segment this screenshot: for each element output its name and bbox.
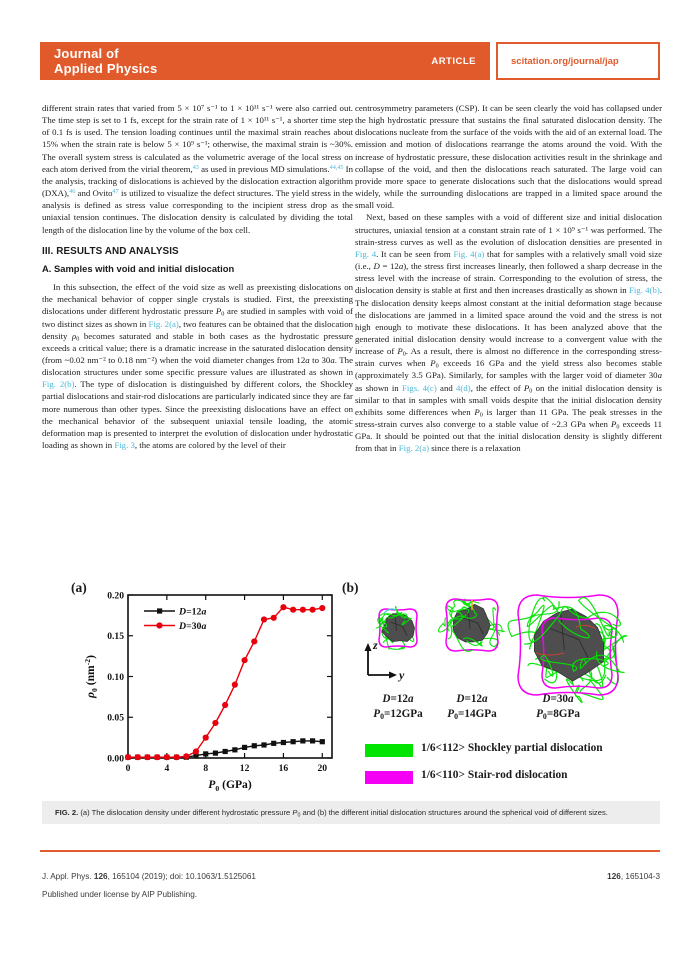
paragraph-results-left: In this subsection, the effect of the void size as well as preexisting dislocations on the mechanical behavior of copper single crystals is studied. First, the preexisting dislocations under different hydrostatic pressure P0 are studied in samples with void of two distinct sizes as shown in Fig. 2(a), two features can be obtained that the dislocation density ρ0 becomes saturated and stable in both cases as the hydrostatic pressure exceeds a critical value; there is a dramatic increase in the saturated dislocation density (from ~0.02 nm⁻² to 0.18 nm⁻²) when the void diameter changes from 12a to 30a. The dislocation structures under some specific pressure values are illustrated as shown in Fig. 2(b). The type of dislocation is distinguished by different colors, the Shockley partial dislocations and stair-rod dislocations are particularly indicated since they are far more numerous than other types. Since the preexisting dislocations have an effect on the mechanical behavior of the subsequent uniaxial tensile loading, the atomic deformation map is presented to interpret the evolution of dislocation under hydrostatic loading as shown in Fig. 3, the atoms are colored by the level of their xyxy=(42,282,354,451)
svg-text:D=12a: D=12a xyxy=(179,606,207,618)
ref-link[interactable]: Figs. 4(c) xyxy=(401,382,437,393)
svg-text:D=30a: D=30a xyxy=(179,621,207,633)
svg-text:20: 20 xyxy=(317,763,328,774)
svg-text:8: 8 xyxy=(203,763,209,774)
journal-title-line2: Applied Physics xyxy=(54,61,158,76)
svg-text:0.20: 0.20 xyxy=(107,590,124,602)
footer-page-number: 126, 165104-3 xyxy=(607,872,660,881)
footer-citation-row xyxy=(42,872,660,881)
paragraph-methods: different strain rates that varied from 5 × 10⁷ s⁻¹ to 1 × 10¹¹ s⁻¹ were also carried out. The time step is set to 1 fs, except for the strain rate of 1 × 10¹¹ s⁻¹, a shorter time step of 0.1 fs is used. The tension loading continues until the maximal strain reaches about 15% when the strain rate is below 5 × 10⁹ s⁻¹; otherwise, the maximal strain is ~30%. The overall system stress is calculated as the volumetric average of the local stress on each atom derived from the virial theorem,$^{43}$ as used in previous MD simulations.$^{44,45}$ In the analysis, tracking of dislocations is achieved by the dislocation extraction algorithm (DXA),$^{46}$ and Ovito$^{47}$ is utilized to visualize the defect structures. The yield stress in the analysis is defined as stress value corresponding to the incipient stress drop as the uniaxial tension continues. The dislocation density is calculated by dividing the total length of the dislocation line by the volume of the box cell. xyxy=(42,103,354,235)
svg-text:0.15: 0.15 xyxy=(107,631,124,643)
panel-a-label: (a) xyxy=(71,580,87,595)
paragraph-csp: centrosymmetry parameters (CSP). It can be seen clearly the void has collapsed under the high hydrostatic pressure that sustains the final saturated dislocation density. The dislocations nucleate from the surface of the voids with the aid of an external load. The emission and motion of dislocations rearrange the atoms around the void. With the increase of hydrostatic pressure, these dislocation activities result in the shrinkage and collapse of the void, and then the dislocations reach saturated. The large void can provide more space to generate dislocations such that the dislocations would spread widely, while the surrounding dislocations are trapped in a limited space around the small void. xyxy=(355,103,662,211)
footer-citation: J. Appl. Phys. 126, 165104 (2019); doi: 10.1063/1.5125061 xyxy=(42,872,256,881)
right-column xyxy=(355,102,662,455)
ref-link[interactable]: 47 xyxy=(112,189,119,196)
svg-text:0.00: 0.00 xyxy=(107,753,124,765)
figure-caption: FIG. 2. (a) The dislocation density under different hydrostatic pressure P0 and (b) the different initial dislocation structures around the spherical void of different sizes. xyxy=(42,801,660,824)
svg-text:P0 (GPa): $P_0$ (GPa) xyxy=(208,778,252,793)
panel-b-label: (b) xyxy=(342,580,359,595)
structure-label-2 xyxy=(424,692,520,721)
footer-divider xyxy=(40,850,660,852)
ref-link[interactable]: Fig. 4(a) xyxy=(453,248,485,259)
ref-link[interactable]: 46 xyxy=(69,189,76,196)
ref-link[interactable]: 4(d) xyxy=(456,382,471,393)
ref-link[interactable]: Fig. 2(a) xyxy=(398,443,430,454)
journal-title-line1: Journal of xyxy=(54,46,119,61)
subsection-heading: A. Samples with void and initial dislocation xyxy=(42,262,235,274)
paragraph-tension: Next, based on these samples with a void of different size and initial dislocation structures, uniaxial tension at a constant strain rate of 1 × 10⁹ s⁻¹ was performed. The strain-stress curves as well as the evolution of dislocation densities are presented in Fig. 4. It can be seen from Fig. 4(a) that for samples with a relatively small void size (i.e., D = 12a), the stress first increases linearly, then followed a sharp decrease in the stress level with the increase of strain. Corresponding to the evolution of stress, the dislocation density is stable at first and then increases drastically as shown in Fig. 4(b). The dislocation density keeps almost constant at the initial deformation stage because the dislocations are jammed in a limited space around the void and the stress is not high enough to motivate these dislocations. It has been analyzed above that the generated initial dislocation density would increase to a convergent value with the increase of P0. As a result, there is almost no difference in the corresponding stress-strain curves when P0 exceeds 16 GPa and the yield stress also becomes stable (approximately 3.5 GPa). Similarly, for samples with the larger void of diameter 30a as shown in Figs. 4(c) and 4(d), the effect of P0 on the initial dislocation density is similar to that in samples with small voids despite that the initial dislocation density exhibits some differences when P0 is larger than 11 GPa. The peak stresses in the stress-strain curves also converge to a stable value of ~2.3 GPa when P0 exceeds 11 GPa. It should be pointed out that the initial dislocation density is slightly different from that in Fig. 2(a) since there is a relaxation xyxy=(355,212,663,454)
structure-2-pressure: P0=14GPa xyxy=(447,707,497,721)
structure-3-pressure: P0=8GPa xyxy=(536,707,580,721)
structure-3-diameter: D=30a xyxy=(542,693,574,705)
stair-rod-legend-label: 1/6<110> Stair-rod dislocation xyxy=(421,769,568,781)
structure-label-3 xyxy=(510,692,606,721)
svg-text:12: 12 xyxy=(239,763,250,774)
structure-1-diameter: D=12a xyxy=(382,693,414,705)
section-heading: III. RESULTS AND ANALYSIS xyxy=(42,245,179,257)
ref-link[interactable]: Fig. 2(a) xyxy=(148,318,179,329)
left-column xyxy=(42,102,353,451)
journal-title xyxy=(40,46,157,76)
svg-text:0.10: 0.10 xyxy=(107,671,124,683)
svg-text:4: 4 xyxy=(164,763,170,774)
svg-text:0: 0 xyxy=(125,763,131,774)
journal-site-linkbox[interactable] xyxy=(496,42,660,80)
ref-link[interactable]: Fig. 3 xyxy=(114,440,135,451)
journal-site-link[interactable]: scitation.org/journal/jap xyxy=(511,55,619,67)
ref-link[interactable]: Fig. 2(b) xyxy=(42,379,75,390)
svg-text:y: y xyxy=(399,668,405,682)
dislocation-density-chart xyxy=(82,581,342,796)
structure-2-diameter: D=12a xyxy=(456,693,488,705)
ref-link[interactable]: 43 xyxy=(192,165,199,172)
footer-license: Published under license by AIP Publishing. xyxy=(42,890,198,899)
shockley-color-swatch xyxy=(365,744,413,757)
journal-masthead xyxy=(40,42,490,80)
svg-text:ρ0 (nm-2): $\rho_0$ $(nm^{-2})$ xyxy=(83,655,99,698)
shockley-legend-label: 1/6<112> Shockley partial dislocation xyxy=(421,742,603,754)
svg-text:z: z xyxy=(373,638,378,652)
svg-text:16: 16 xyxy=(278,763,289,774)
structure-1-pressure: P0=12GPa xyxy=(373,707,423,721)
ref-link[interactable]: Fig. 4(b) xyxy=(628,285,660,296)
svg-text:0.05: 0.05 xyxy=(107,712,124,724)
ref-link[interactable]: Fig. 4 xyxy=(355,248,377,259)
ref-link[interactable]: 44,45 xyxy=(329,165,344,172)
stair-rod-color-swatch xyxy=(365,771,413,784)
article-type-badge: ARTICLE xyxy=(431,55,476,67)
